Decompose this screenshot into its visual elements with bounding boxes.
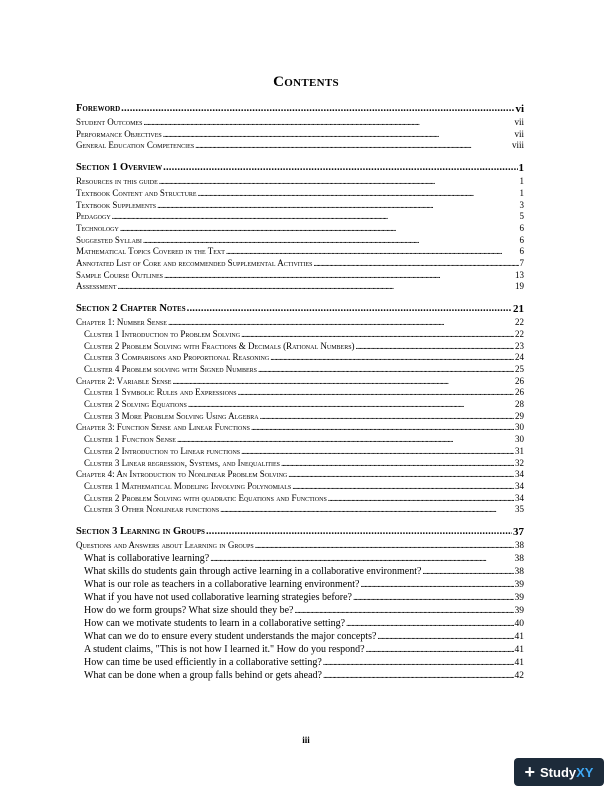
toc-entry-page: 32 — [515, 457, 524, 468]
dot-leader — [164, 270, 514, 282]
toc-entry-page: vii — [514, 128, 524, 139]
toc-entry-page: 24 — [515, 352, 524, 363]
toc-heading-section1[interactable] — [76, 161, 524, 175]
dot-leader — [195, 140, 511, 152]
toc-entry-page: 41 — [514, 644, 524, 655]
toc-entry-page: 25 — [515, 363, 524, 374]
toc-entry-label: Suggested Syllabi — [76, 234, 142, 245]
toc-entry-label: How can we motivate students to learn in a collaborative setting? — [84, 617, 346, 629]
toc-entry-label: Cluster 3 Linear regression, Systems, and Inequalities — [84, 457, 281, 468]
toc-entry-label: Student Outcomes — [76, 117, 143, 127]
studyxy-watermark — [514, 758, 604, 786]
toc-entry-label: Cluster 1 Symbolic Rules and Expressions — [84, 387, 237, 398]
toc-heading-section3[interactable] — [76, 525, 524, 539]
dot-leader — [143, 235, 519, 247]
dot-leader — [255, 540, 514, 552]
toc-heading-page: vi — [515, 103, 524, 115]
toc-entry-page: 34 — [515, 480, 524, 491]
toc-heading-page: 1 — [518, 162, 524, 175]
toc-question-entry[interactable] — [76, 617, 524, 630]
dot-leader — [366, 643, 514, 656]
toc-cluster-entry[interactable] — [76, 446, 524, 458]
toc-entry[interactable] — [76, 223, 524, 235]
toc-entry-page: 26 — [515, 387, 524, 398]
toc-entry-label: Annotated List of Core and recommended Supplemental Activities — [76, 258, 313, 269]
dot-leader — [251, 422, 514, 434]
toc-question-entry[interactable] — [76, 591, 524, 604]
dot-leader — [120, 223, 519, 235]
dot-leader — [177, 434, 514, 446]
toc-entry-page: 3 — [519, 199, 524, 210]
toc-entry-page: 22 — [515, 317, 524, 328]
toc-cluster-entry[interactable] — [76, 493, 524, 505]
foreword-block — [76, 102, 524, 152]
toc-entry-page: 26 — [515, 375, 524, 386]
toc-entry-page: 39 — [514, 592, 524, 603]
toc-entry-label: Cluster 3 Other Nonlinear functions — [84, 504, 220, 515]
toc-cluster-entry[interactable] — [76, 399, 524, 411]
toc-question-entry[interactable] — [76, 565, 524, 578]
toc-heading-label: Section 2 Chapter Notes — [76, 303, 186, 315]
toc-entry-page: 5 — [519, 211, 524, 222]
toc-cluster-entry[interactable] — [76, 387, 524, 399]
toc-entry-label: How do we form groups? What size should they be? — [84, 604, 294, 616]
toc-entry-label: Performance Objectives — [76, 128, 162, 139]
toc-entry-label: Cluster 3 Comparisons and Proportional Reasoning — [84, 352, 270, 363]
toc-entry-label: Cluster 2 Solving Equations — [84, 399, 187, 410]
toc-entry-label: Cluster 2 Problem Solving with quadratic Equations and Functions — [84, 492, 327, 503]
dot-leader — [292, 481, 514, 493]
toc-entry-page: viii — [511, 140, 524, 151]
section3-block — [76, 525, 524, 682]
dot-leader — [112, 211, 519, 223]
toc-question-entry[interactable] — [76, 604, 524, 617]
toc-entry-label: Assessment — [76, 281, 117, 292]
toc-entry[interactable] — [76, 117, 524, 129]
toc-entry-label: Sample Course Outlines — [76, 269, 164, 280]
toc-cluster-entry[interactable] — [76, 458, 524, 470]
toc-entry-page: 38 — [514, 553, 524, 564]
dot-leader — [323, 656, 514, 669]
toc-entry-page: 13 — [515, 269, 524, 280]
dot-leader — [238, 387, 514, 399]
toc-chapter-entry[interactable] — [76, 317, 524, 329]
toc-entry-label: What skills do students gain through active learning in a collaborative environment? — [84, 565, 422, 577]
dot-leader — [295, 604, 514, 617]
toc-entry[interactable] — [76, 200, 524, 212]
toc-heading-label: Section 1 Overview — [76, 162, 163, 174]
toc-entry-page: 38 — [514, 566, 524, 577]
toc-entry-label: How can time be used efficiently in a collaborative setting? — [84, 656, 322, 668]
toc-entry-page: 28 — [515, 399, 524, 410]
dot-leader — [241, 329, 514, 341]
toc-entry[interactable] — [76, 140, 524, 152]
dot-leader — [270, 352, 514, 364]
toc-entry-label: Cluster 2 Problem Solving with Fractions & Decimals (Rational Numbers) — [84, 340, 355, 351]
toc-entry-label: Cluster 1 Function Sense — [84, 434, 176, 445]
toc-cluster-entry[interactable] — [76, 329, 524, 341]
toc-entry[interactable] — [76, 176, 524, 188]
section2-block — [76, 302, 524, 516]
toc-entry-page: 19 — [515, 281, 524, 292]
toc-entry-page: 41 — [514, 657, 524, 668]
dot-leader — [143, 117, 513, 129]
toc-cluster-entry[interactable] — [76, 341, 524, 353]
toc-entry-label: What if you have not used collaborative learning strategies before? — [84, 591, 352, 603]
toc-entry-page: 29 — [515, 410, 524, 421]
page-title: Contents — [273, 74, 339, 90]
toc-question-entry[interactable] — [76, 552, 524, 565]
dot-leader — [226, 246, 519, 258]
toc-entry-page: 41 — [514, 631, 524, 642]
toc-heading-label: Foreword — [76, 103, 121, 114]
toc-chapter-entry[interactable] — [76, 422, 524, 434]
toc-entry-label: Chapter 1: Number Sense — [76, 317, 167, 328]
toc-entry[interactable] — [76, 188, 524, 200]
dot-leader — [172, 376, 514, 388]
toc-entry-page: 6 — [519, 234, 524, 245]
toc-question-entry[interactable] — [76, 630, 524, 643]
toc-entry-label: Chapter 3: Function Sense and Linear Functions — [76, 422, 251, 433]
dot-leader — [281, 458, 514, 470]
toc-cluster-entry[interactable] — [76, 364, 524, 376]
toc-entry-label: Textbook Supplements — [76, 199, 157, 210]
toc-entry[interactable] — [76, 246, 524, 258]
section1-block — [76, 161, 524, 293]
toc-question-entry[interactable] — [76, 643, 524, 656]
watermark-text-study: Study — [540, 764, 577, 780]
dot-leader — [323, 669, 514, 682]
toc-heading-section2[interactable] — [76, 302, 524, 316]
toc-entry-page: 6 — [519, 222, 524, 233]
toc-entry-label: Textbook Content and Structure — [76, 187, 197, 198]
dot-leader — [346, 617, 513, 630]
toc-heading-label: Section 3 Learning in Groups — [76, 526, 205, 538]
toc-entry-label: Questions and Answers about Learning in Groups — [76, 540, 254, 551]
dot-leader — [206, 525, 512, 539]
toc-entry-label: Cluster 4 Problem solving with Signed Numbers — [84, 363, 257, 374]
toc-entry[interactable] — [76, 235, 524, 247]
toc-entry-label: Resources in this guide — [76, 176, 158, 187]
toc-entry-label: Cluster 1 Mathematical Modeling Involving Polynomials — [84, 480, 292, 491]
toc-entry-label: Pedagogy — [76, 211, 111, 222]
table-of-contents — [76, 102, 524, 682]
dot-leader — [163, 161, 517, 175]
toc-entry-page: 39 — [514, 605, 524, 616]
toc-entry-page: 34 — [515, 492, 524, 503]
toc-cluster-entry[interactable] — [76, 352, 524, 364]
toc-question-entry[interactable] — [76, 669, 524, 682]
toc-entry-page: 23 — [515, 340, 524, 351]
dot-leader — [157, 200, 518, 212]
dot-leader — [188, 399, 514, 411]
toc-entry-page: 40 — [514, 618, 524, 629]
toc-cluster-entry[interactable] — [76, 411, 524, 423]
toc-entry-page: 7 — [519, 258, 524, 269]
toc-question-entry[interactable] — [76, 578, 524, 591]
toc-entry-label: What is our role as teachers in a collaborative learning environment? — [84, 578, 360, 590]
dot-leader — [288, 469, 514, 481]
dot-leader — [121, 102, 514, 116]
toc-chapter-entry[interactable] — [76, 469, 524, 481]
toc-entry-label: Chapter 2: Variable Sense — [76, 375, 172, 386]
toc-entry-page: 30 — [515, 434, 524, 445]
watermark-text-xy: XY — [576, 764, 594, 780]
toc-entry[interactable] — [76, 211, 524, 223]
toc-entry-page: 6 — [519, 246, 524, 257]
dot-leader — [118, 281, 514, 293]
toc-entry-label: Mathematical Topics Covered in the Text — [76, 246, 225, 257]
toc-cluster-entry[interactable] — [76, 504, 524, 516]
toc-entry-label: Cluster 2 Introduction to Linear functions — [84, 445, 241, 456]
toc-entry-label: What is collaborative learning? — [84, 552, 210, 564]
dot-leader — [356, 341, 514, 353]
toc-entry-page: 1 — [519, 187, 524, 198]
toc-entry-label: What can we do to ensure every student understands the major concepts? — [84, 630, 377, 642]
toc-entry[interactable] — [76, 258, 524, 270]
toc-entry-label: A student claims, "This is not how I learned it." How do you respond? — [84, 643, 365, 655]
toc-entry-page: 34 — [515, 469, 524, 480]
dot-leader — [328, 493, 514, 505]
toc-entry-page: 39 — [514, 579, 524, 590]
toc-subheading-entry[interactable] — [76, 540, 524, 552]
dot-leader — [260, 411, 514, 423]
toc-question-entry[interactable] — [76, 656, 524, 669]
dot-leader — [241, 446, 514, 458]
toc-heading-foreword[interactable] — [76, 102, 524, 116]
dot-leader — [377, 630, 513, 643]
toc-entry[interactable] — [76, 281, 524, 293]
plus-icon: + — [524, 762, 536, 782]
toc-entry[interactable] — [76, 270, 524, 282]
dot-leader — [198, 188, 519, 200]
dot-leader — [210, 552, 513, 565]
toc-entry-label: What can be done when a group falls behind or gets ahead? — [84, 669, 322, 681]
toc-entry-page: 38 — [515, 540, 524, 551]
dot-leader — [168, 317, 514, 329]
dot-leader — [258, 364, 514, 376]
toc-entry-page: 31 — [515, 445, 524, 456]
dot-leader — [360, 578, 513, 591]
dot-leader — [163, 129, 514, 141]
toc-entry-label: Cluster 1 Introduction to Problem Solving — [84, 328, 241, 339]
toc-entry-page: 42 — [514, 670, 524, 681]
dot-leader — [422, 565, 513, 578]
toc-entry-page: 35 — [515, 504, 524, 515]
toc-chapter-entry[interactable] — [76, 376, 524, 388]
toc-heading-page: 21 — [513, 303, 524, 316]
toc-cluster-entry[interactable] — [76, 481, 524, 493]
dot-leader — [313, 258, 518, 270]
dot-leader — [353, 591, 514, 604]
toc-heading-page: 37 — [513, 526, 524, 539]
toc-entry[interactable] — [76, 129, 524, 141]
page-number: iii — [302, 735, 310, 745]
toc-entry-label: Technology — [76, 222, 119, 233]
toc-entry-label: General Education Competencies — [76, 140, 195, 151]
toc-entry-page: vii — [514, 117, 524, 127]
toc-entry-page: 1 — [519, 176, 524, 187]
dot-leader — [187, 302, 512, 316]
dot-leader — [220, 504, 514, 516]
toc-entry-label: Cluster 3 More Problem Solving Using Algebra — [84, 410, 259, 421]
toc-entry-page: 22 — [515, 328, 524, 339]
toc-entry-page: 30 — [515, 422, 524, 433]
watermark-text — [540, 765, 593, 780]
dot-leader — [159, 176, 519, 188]
toc-entry-label: Chapter 4: An Introduction to Nonlinear Problem Solving — [76, 469, 288, 480]
toc-cluster-entry[interactable] — [76, 434, 524, 446]
